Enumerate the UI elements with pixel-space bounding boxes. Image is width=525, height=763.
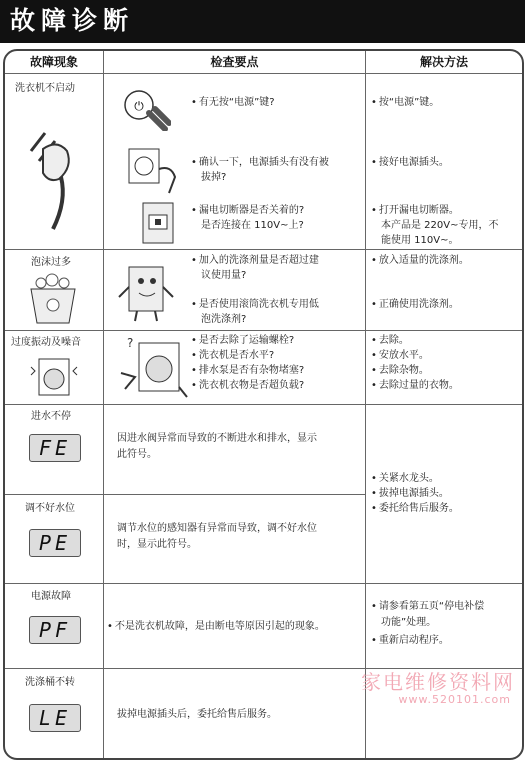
symptom-foam: 泡沫过多 [31,257,71,268]
solution-restart: • 重新启动程序。 [371,633,449,648]
solution-breaker-a: • 打开漏电切断器。 [371,203,459,218]
wall-socket-icon [125,143,183,197]
svg-text:⏻: ⏻ [134,99,144,113]
symptom-vibration: 过度振动及噪音 [11,337,81,348]
washer-inspection-icon [117,333,189,401]
svg-text:?: ? [127,336,134,350]
solution-right-detergent: • 正确使用洗涤剂。 [371,297,459,312]
solution-power-failure-a: • 请参看第五页“停电补偿 [371,599,484,614]
check-plug-b: 拔掉? [201,172,227,183]
power-plug-icon [23,121,83,231]
symptom-pe: 调不好水位 [25,503,75,514]
solution-breaker-c: 能使用 110V~。 [381,235,459,246]
row-divider [5,404,522,405]
row-divider [5,249,522,250]
error-display-pe [29,529,81,557]
check-transport-bolts: • 是否去除了运输螺栓? [191,333,294,348]
desc-pe-2: 时，显示此符号。 [117,539,197,550]
page-title: 故障诊断 [10,6,135,35]
watermark-url: www.520101.com [398,693,511,706]
error-code-pe: PE [38,531,72,555]
foam-bucket-icon [25,273,81,325]
check-level: • 洗衣机是否水平? [191,348,274,363]
solution-remove: • 去除。 [371,333,409,348]
error-display-pf [29,616,81,644]
desc-fe-2: 此符号。 [117,449,157,460]
error-code-pf: PF [38,618,72,642]
symptom-no-start: 洗衣机不启动 [15,83,75,94]
solution-unplug: • 拔掉电源插头。 [371,486,449,501]
header-symptom: 故障现象 [29,55,78,69]
solution-remove-clothes: • 去除过量的衣物。 [371,378,459,393]
solution-right-amount: • 放入适量的洗涤剂。 [371,253,469,268]
error-code-fe: FE [38,436,72,460]
check-breaker-a: • 漏电切断器是否关着的? [191,203,304,218]
check-detergent-amount-a: • 加入的洗涤剂量是否超过建 [191,253,319,268]
solution-service: • 委托给售后服务。 [371,501,459,516]
check-detergent-type-a: • 是否使用滚筒洗衣机专用低 [191,297,319,312]
circuit-breaker-icon [137,201,179,245]
title-bar [0,0,525,43]
diagnosis-table [3,49,524,760]
solution-plug-in: • 接好电源插头。 [371,155,449,170]
watermark: 家电维修资料网 [361,670,515,694]
error-display-fe [29,434,81,462]
desc-pe-1: 调节水位的感知器有异常而导致，调不好水位 [117,523,317,534]
header-solution: 解决方法 [419,55,468,69]
symptom-pf: 电源故障 [31,591,71,602]
check-detergent-type-b: 泡洗涤剂? [201,314,247,325]
check-overload: • 洗衣机衣物是否超负载? [191,378,304,393]
desc-fe-1: 因进水阀异常而导致的不断进水和排水，显示 [117,433,317,444]
solution-close-tap: • 关紧水龙头。 [371,471,439,486]
check-detergent-amount-b: 议使用量? [201,270,247,281]
desc-pf: • 不是洗衣机故障，是由断电等原因引起的现象。 [107,619,325,634]
error-code-le: LE [38,706,72,730]
header-check: 检查要点 [210,55,259,69]
solution-breaker-b: 本产品是 220V~专用，不 [381,220,499,231]
desc-le: 拔掉电源插头后，委托给售后服务。 [117,709,277,720]
solution-level: • 安放水平。 [371,348,429,363]
solution-remove-debris: • 去除杂物。 [371,363,429,378]
detergent-box-icon [117,257,177,323]
check-drain-pump: • 排水泵是否有杂物堵塞? [191,363,304,378]
power-button-icon [119,85,171,131]
symptom-le: 洗涤桶不转 [25,677,75,688]
row-divider [5,494,366,495]
solution-power-failure-b: 功能”处理。 [381,617,437,628]
error-display-le [29,704,81,732]
symptom-fe: 进水不停 [31,411,71,422]
row-divider [5,330,522,331]
vibrating-washer-icon [29,353,79,399]
header-divider [5,73,522,74]
check-breaker-b: 是否连接在 110V~上? [201,220,304,231]
solution-press-power: • 按“电源”键。 [371,95,439,110]
check-power-key: • 有无按“电源”键? [191,95,275,110]
check-plug-a: • 确认一下，电源插头有没有被 [191,155,329,170]
row-divider [5,583,522,584]
